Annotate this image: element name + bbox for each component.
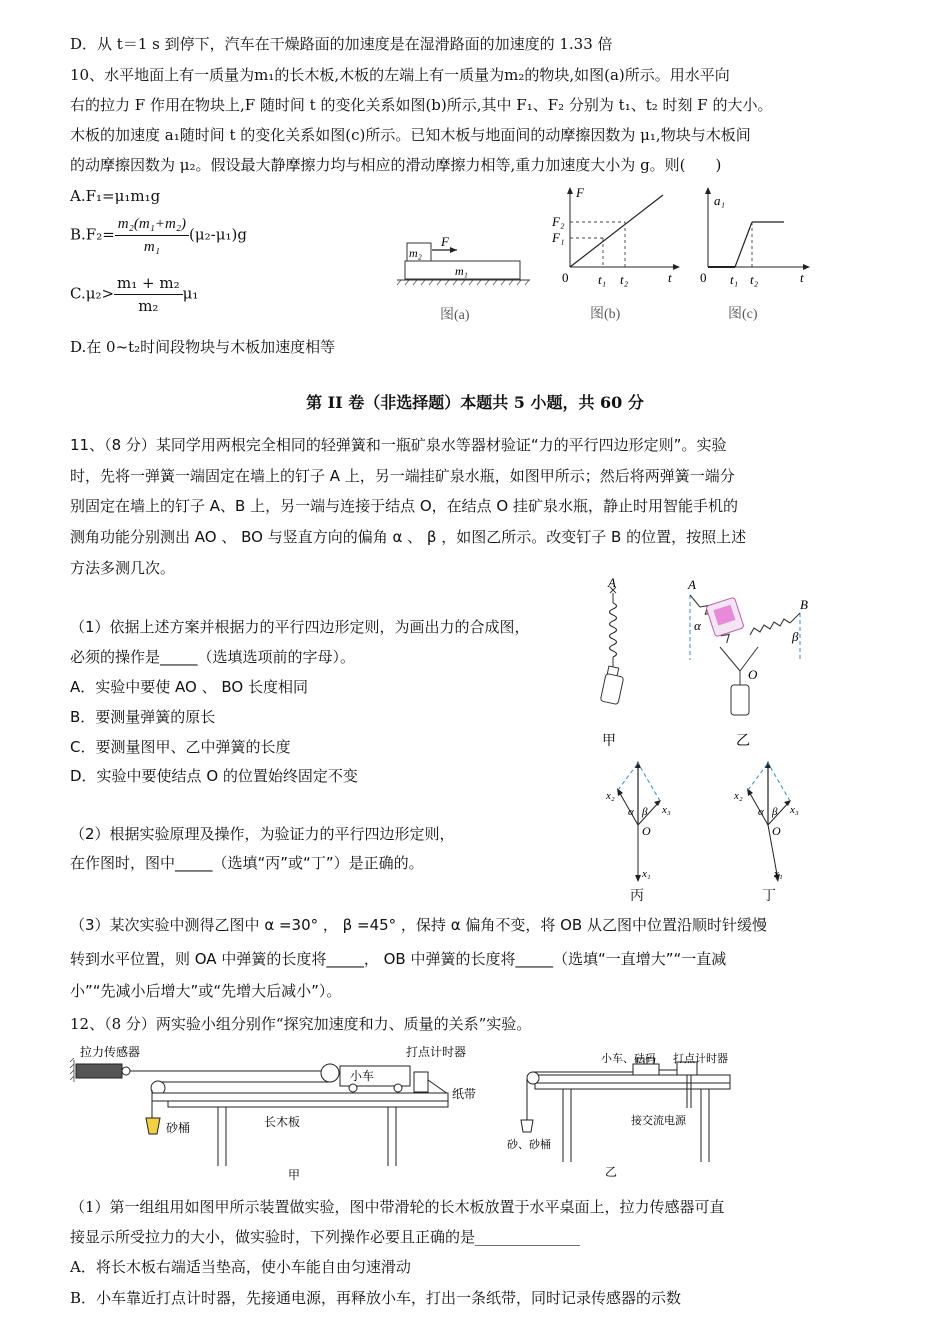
label-ac: 接交流电源 [631, 1115, 686, 1127]
bottle-jia [600, 673, 623, 704]
caption-b: 图(b) [590, 307, 621, 322]
q11-part3-line-1: （3）某次实验中测得乙图中 α =30° ， β =45° ，保持 α 偏角不变，将 OB 从乙图中位置沿顺时针缓慢 [70, 916, 767, 934]
label-alpha-yi: α [694, 618, 701, 633]
label-o-ding: O [772, 824, 781, 838]
label-f: F [441, 234, 449, 249]
label-x3-ding: x₃ [790, 804, 799, 816]
label-tape: 纸带 [452, 1087, 477, 1101]
label-alpha-ding: α [758, 806, 764, 818]
label-timer: 打点计时器 [406, 1045, 467, 1059]
q11-part2-line-2: 在作图时，图中_____（选填“丙”或“丁”）是正确的。 [70, 854, 424, 872]
label-x1-bing: x₁ [642, 868, 651, 880]
q11-part2-line-1: （2）根据实验原理及操作，为验证力的平行四边形定则， [70, 825, 455, 843]
q11-stem-line-3: 别固定在墙上的钉子 A、B 上，另一端与连接于结点 O，在结点 O 挂矿泉水瓶，静止时用智能手机的 [70, 497, 739, 515]
q10-option-b-fraction [115, 213, 189, 258]
q10-option-b [70, 213, 247, 258]
q12-figure-yi [505, 1050, 735, 1185]
label-beta-yi: β [792, 629, 799, 644]
origin-c: 0 [700, 270, 707, 285]
q11-part1-option-b: B．要测量弹簧的原长 [70, 708, 216, 726]
q10-option-a: A.F₁=μ₁m₁g [70, 187, 161, 205]
q11-part1-option-d: D．实验中要使结点 O 的位置始终固定不变 [70, 767, 358, 785]
q11-part3-line-2: 转到水平位置，则 OA 中弹簧的长度将_____， OB 中弹簧的长度将_____（选填“一直增大”“一直减 [70, 950, 727, 968]
table-top-shape [535, 1075, 730, 1083]
tick-t1-c: t₁ [730, 272, 739, 287]
q10-option-b-denominator: m₁ [143, 239, 160, 255]
q11-stem-line-1: 11、（8 分）某同学用两根完全相同的轻弹簧和一瓶矿泉水等器材验证“力的平行四边形定则”。实验 [70, 436, 727, 454]
tick-f1: F₁ [552, 230, 565, 245]
label-board: 长木板 [264, 1115, 301, 1129]
timer-shape [414, 1072, 428, 1092]
origin-b: 0 [562, 270, 569, 285]
label-yi: 乙 [736, 734, 750, 749]
q12-option-b: B．小车靠近打点计时器，先接通电源，再释放小车，打出一条纸带，同时记录传感器的示数 [70, 1289, 682, 1307]
q12-stem: 12、（8 分）两实验小组分别作“探究加速度和力、质量的关系”实验。 [70, 1015, 532, 1033]
label-yi-12: 乙 [605, 1165, 618, 1179]
label-timer-2: 打点计时器 [673, 1053, 728, 1065]
pulley-shape-2 [527, 1072, 539, 1084]
label-a-jia: A [608, 575, 616, 590]
bottle-yi [731, 685, 749, 715]
q11-stem-line-4: 测角功能分别测出 AO 、 BO 与竖直方向的偏角 α 、 β ，如图乙所示。改变钉子 B 的位置，按照上述 [70, 528, 747, 546]
q11-part1-line-1: （1）依据上述方案并根据力的平行四边形定则，为画出力的合成图， [70, 618, 530, 636]
label-x1-ding: x₁ [774, 868, 783, 880]
axis-t-b: t [668, 270, 672, 285]
label-a-yi: A [688, 577, 696, 592]
section-2-title: 第 II 卷（非选择题）本题共 5 小题，共 60 分 [306, 393, 644, 412]
q9-option-d: D．从 t＝1 s 到停下，汽车在干燥路面的加速度是在湿滑路面的加速度的 1.33 倍 [70, 35, 613, 53]
q10-option-c-fraction [114, 272, 183, 317]
spring-jia [610, 603, 617, 657]
label-bing: 丙 [630, 888, 644, 904]
label-alpha-bing: α [628, 806, 634, 818]
q12-part1-line-1: （1）第一组组用如图甲所示装置做实验，图中带滑轮的长木板放置于水平桌面上，拉力传感器可直 [70, 1198, 725, 1216]
q10-figure-a [395, 228, 535, 328]
q10-option-d: D.在 0~t₂时间段物块与木板加速度相等 [70, 338, 336, 356]
q10-stem-line-3: 木板的加速度 a₁随时间 t 的变化关系如图(c)所示。已知木板与地面间的动摩擦因数为 μ₁,物块与木板间 [70, 126, 751, 144]
label-x2-ding: x₂ [734, 790, 743, 802]
tick-t1-b: t₁ [598, 272, 607, 287]
q12-figure-jia [68, 1040, 488, 1185]
q11-part3-line-3: 小”“先减小后增大”或“先增大后减小”）。 [70, 982, 342, 1000]
tick-t2-b: t₂ [620, 272, 629, 287]
label-bucket-2: 砂、砂桶 [507, 1139, 551, 1151]
caption-a: 图(a) [440, 308, 470, 323]
q12-option-a: A．将长木板右端适当垫高，使小车能自由匀速滑动 [70, 1258, 411, 1276]
diagram-ding [733, 761, 799, 882]
q10-option-b-numerator: m₂(m₁+m₂) [115, 213, 189, 236]
q10-option-c-denominator: m₂ [138, 297, 159, 315]
q10-option-b-tail: (μ₂-μ₁)g [189, 225, 247, 244]
q10-option-c-numerator: m₁ + m₂ [114, 272, 183, 295]
q12-part1-line-2: 接显示所受拉力的大小，做实验时，下列操作必要且正确的是______________ [70, 1228, 581, 1246]
q10-figure-c [690, 185, 820, 330]
label-o-yi: O [748, 667, 758, 682]
label-beta-bing: β [642, 806, 648, 818]
q10-option-b-label: B.F₂= [70, 225, 115, 244]
axis-a1: a₁ [714, 193, 726, 208]
long-board-shape [152, 1093, 448, 1101]
label-m2: m₂ [409, 246, 422, 260]
tick-f2: F₂ [552, 214, 565, 229]
q10-stem-line-1: 10、水平地面上有一质量为m₁的长木板,木板的左端上有一质量为m₂的物块,如图(a)所示。用水平向 [70, 66, 730, 84]
q11-part1-line-2: 必须的操作是_____（选填选项前的字母）。 [70, 648, 356, 666]
label-jia-12: 甲 [288, 1168, 301, 1182]
cart-shape-2 [633, 1064, 659, 1075]
caption-c: 图(c) [728, 307, 758, 322]
sand-bucket-shape [146, 1118, 160, 1134]
q10-stem-line-4: 的动摩擦因数为 μ₂。假设最大静摩擦力均与相应的滑动摩擦力相等,重力加速度大小为 g。则( ) [70, 156, 722, 174]
label-sensor: 拉力传感器 [80, 1045, 141, 1059]
label-bucket: 砂桶 [166, 1121, 191, 1135]
q10-option-c-label: C.μ₂> [70, 284, 115, 303]
pulley-shape [321, 1064, 339, 1082]
q11-figure-bing-ding [598, 755, 823, 885]
axis-t-c: t [800, 270, 804, 285]
label-jia: 甲 [602, 734, 616, 749]
label-x2-bing: x₂ [606, 790, 615, 802]
sand-bucket-shape-2 [521, 1120, 533, 1132]
label-o-bing: O [642, 824, 651, 838]
q10-option-c-tail: μ₁ [182, 284, 199, 303]
label-cart-2: 小车、砝码 [601, 1053, 656, 1065]
q11-part1-option-c: C．要测量图甲、乙中弹簧的长度 [70, 738, 291, 756]
q10-figure-b [550, 185, 685, 330]
force-sensor-shape [76, 1064, 122, 1078]
label-cart: 小车 [350, 1069, 375, 1083]
diagram-bing [605, 761, 671, 882]
axis-f: F [576, 185, 584, 200]
tick-t2-c: t₂ [750, 272, 759, 287]
label-m1: m₁ [455, 264, 468, 278]
label-x3-bing: x₃ [662, 804, 671, 816]
label-b-yi: B [800, 597, 808, 612]
label-beta-ding: β [772, 806, 778, 818]
q11-part1-option-a: A．实验中要使 AO 、 BO 长度相同 [70, 678, 308, 696]
label-ding: 丁 [762, 888, 776, 904]
q11-stem-line-2: 时，先将一弹簧一端固定在墙上的钉子 A 上，另一端挂矿泉水瓶，如图甲所示；然后将两弹簧一端分 [70, 467, 735, 485]
q11-stem-line-5: 方法多测几次。 [70, 559, 176, 577]
q10-stem-line-2: 右的拉力 F 作用在物块上,F 随时间 t 的变化关系如图(b)所示,其中 F₁、F₂ 分别为 t₁、t₂ 时刻 F 的大小。 [70, 96, 773, 114]
q10-option-c [70, 272, 198, 317]
q11-figure-jia-yi [590, 575, 830, 755]
spring-ob [750, 619, 790, 635]
